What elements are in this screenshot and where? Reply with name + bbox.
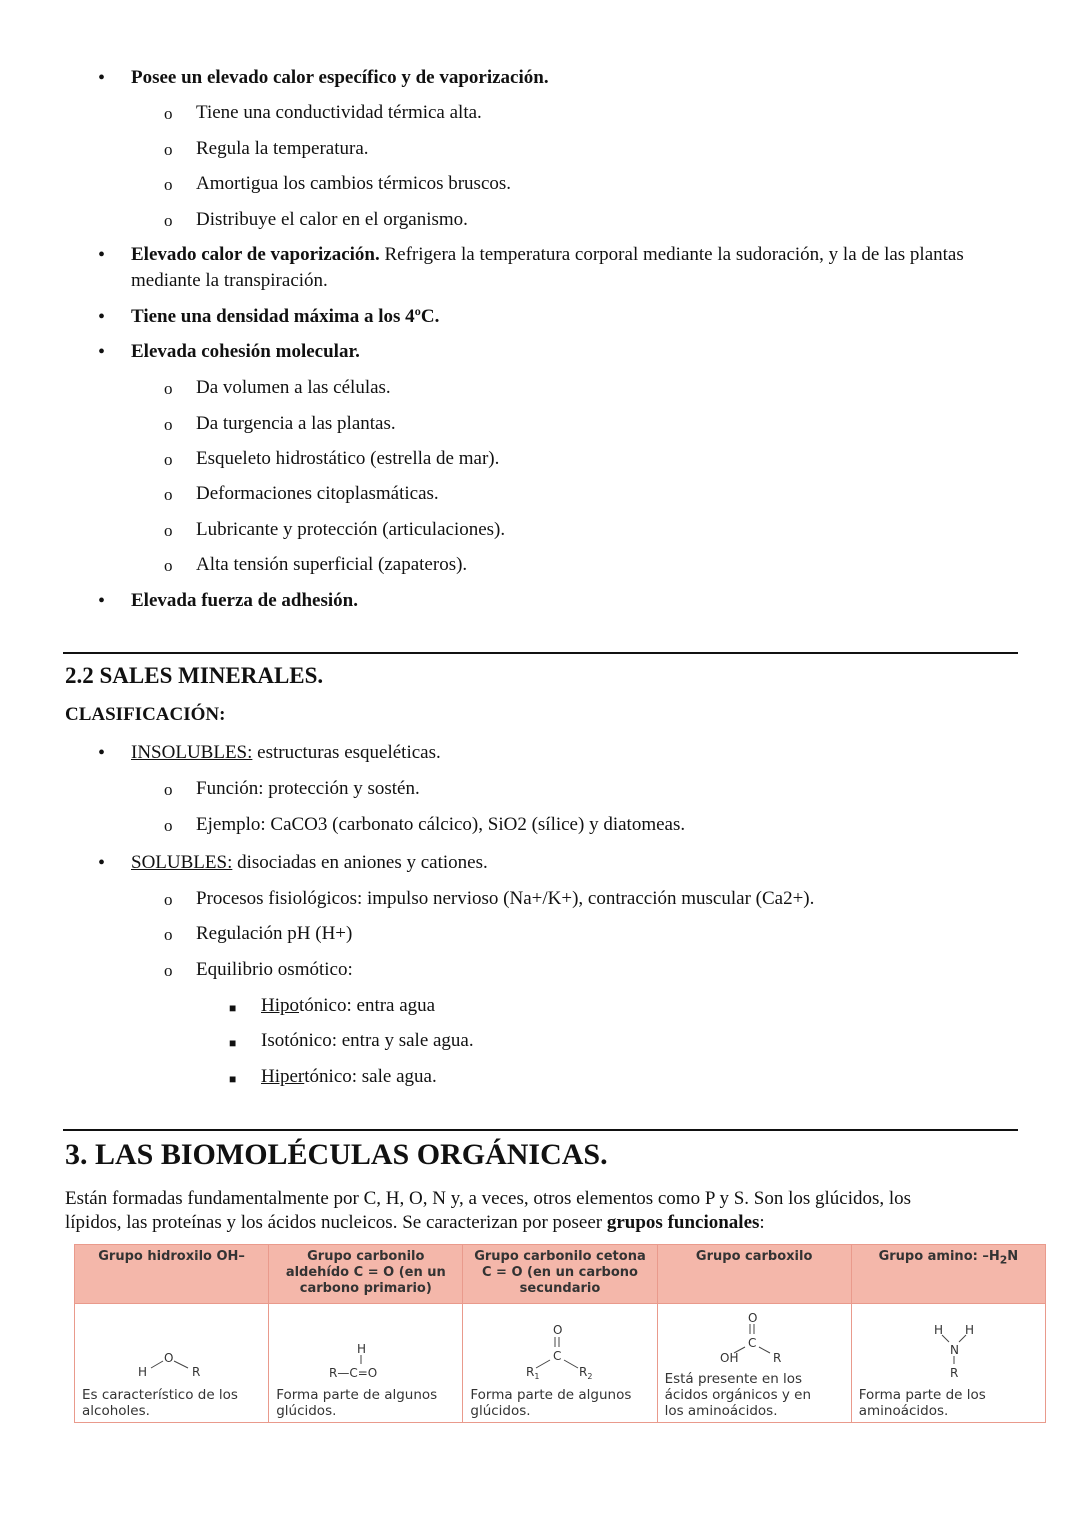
bullet-circle: o [164, 175, 173, 194]
section-divider [63, 1129, 1018, 1131]
list-item: Tiene una densidad máxima a los 4ºC. [131, 306, 440, 327]
list-item: Elevado calor de vaporización. Refrigera la temperatura corporal mediante la sudoración, y la de las plantas [131, 244, 964, 265]
cell-caption: Está presente en los ácidos orgánicos y en los aminoácidos. [664, 1371, 812, 1419]
svg-text:R2: $R_2$ [579, 1365, 593, 1381]
list-item: Elevada cohesión molecular. [131, 341, 360, 362]
cell-caption: Forma parte de algunos glúcidos. [276, 1387, 438, 1419]
cell-hydroxyl [75, 1304, 269, 1423]
list-item: Deformaciones citoplasmáticas. [196, 483, 439, 504]
bullet-circle: o [164, 816, 173, 835]
bullet-circle: o [164, 379, 173, 398]
bullet-square: ■ [229, 1001, 237, 1015]
subheading: CLASIFICACIÓN: [65, 704, 226, 725]
atom-label: R [949, 1366, 959, 1380]
bullet-circle: o [164, 211, 173, 230]
list-item: Distribuye el calor en el organismo. [196, 209, 468, 230]
atom-label: H [138, 1365, 148, 1379]
bullet-dot: • [98, 341, 106, 363]
list-item-continuation: mediante la transpiración. [131, 270, 328, 291]
cell-aldehyde [269, 1304, 463, 1423]
bullet-dot: • [98, 67, 106, 89]
list-item: Da turgencia a las plantas. [196, 413, 396, 434]
list-item: Regulación pH (H+) [196, 923, 353, 944]
section-divider [63, 652, 1018, 654]
atom-label: C [553, 1349, 562, 1363]
atom-label: R [526, 1365, 535, 1379]
list-item: Hipertónico: sale agua. [261, 1066, 437, 1087]
bullet-circle: o [164, 485, 173, 504]
list-item: Ejemplo: CaCO3 (carbonato cálcico), SiO2 (sílice) y diatomeas. [196, 814, 686, 835]
atom-label: OH [719, 1351, 739, 1365]
bullet-circle: o [164, 521, 173, 540]
list-item: Procesos fisiológicos: impulso nervioso (Na+/K+), contracción muscular (Ca2+). [196, 888, 815, 909]
bullet-dot: • [98, 590, 106, 612]
section-heading: 3. LAS BIOMOLÉCULAS ORGÁNICAS. [65, 1138, 608, 1171]
list-item: Función: protección y sostén. [196, 778, 420, 799]
bullet-circle: o [164, 780, 173, 799]
list-item: Alta tensión superficial (zapateros). [196, 554, 468, 575]
bullet-circle: o [164, 450, 173, 469]
cell-caption: Es característico de los alcoholes. [82, 1387, 238, 1419]
list-item: Isotónico: entra y sale agua. [261, 1030, 474, 1051]
bullet-circle: o [164, 140, 173, 159]
atom-label: H [964, 1323, 974, 1337]
section-heading: 2.2 SALES MINERALES. [65, 663, 324, 688]
table-body-row [75, 1304, 1046, 1423]
list-item: SOLUBLES: disociadas en aniones y cationes. [131, 852, 488, 873]
list-item: Posee un elevado calor específico y de vaporización. [131, 67, 549, 88]
bullet-circle: o [164, 104, 173, 123]
atom-label: R [772, 1351, 781, 1365]
list-item: Elevada fuerza de adhesión. [131, 590, 358, 611]
list-item: Equilibrio osmótico: [196, 959, 353, 980]
bullet-dot: • [98, 742, 106, 764]
header-ketone: Grupo carbonilo cetona C = O (en un carbono secundario [463, 1245, 657, 1304]
atom-label: C [747, 1336, 756, 1350]
list-item: Esqueleto hidrostático (estrella de mar). [196, 448, 500, 469]
bullet-circle: o [164, 890, 173, 909]
cell-amino [851, 1304, 1045, 1423]
cell-caption: Forma parte de los aminoácidos. [858, 1387, 986, 1419]
list-item: Amortigua los cambios térmicos bruscos. [196, 173, 512, 194]
svg-text:R1: $R_1$ [526, 1365, 540, 1381]
list-item: Regula la temperatura. [196, 138, 369, 159]
list-item: Lubricante y protección (articulaciones). [196, 519, 506, 540]
atom-label: O [164, 1351, 174, 1365]
atom-label: N [949, 1343, 959, 1357]
bullet-square: ■ [229, 1072, 237, 1086]
atom-label: R [192, 1365, 201, 1379]
atom-label: H [357, 1342, 367, 1356]
list-item: Tiene una conductividad térmica alta. [196, 102, 482, 123]
list-item: Da volumen a las células. [196, 377, 391, 398]
header-carboxyl: Grupo carboxilo [657, 1245, 851, 1304]
bullet-circle: o [164, 925, 173, 944]
functional-groups-table [74, 1244, 1046, 1423]
header-aldehyde: Grupo carbonilo aldehído C = O (en un carbono primario) [269, 1245, 463, 1304]
header-hydroxyl: Grupo hidroxilo OH– [75, 1245, 269, 1304]
atom-label: O [747, 1311, 758, 1325]
bullet-circle: o [164, 961, 173, 980]
bullet-dot: • [98, 852, 106, 874]
paragraph: Están formadas fundamentalmente por C, H, O, N y, a veces, otros elementos como P y S. Son los glúcidos, los lípidos, las proteínas y los ácidos nucleicos. Se caracterizan por poseer grupos funcionales: [65, 1188, 912, 1233]
atom-label: R—C=O [329, 1366, 378, 1380]
bullet-dot: • [98, 306, 106, 328]
atom-label: R [579, 1365, 588, 1379]
atom-label: O [553, 1323, 563, 1337]
bullet-square: ■ [229, 1036, 237, 1050]
header-amino: Grupo amino: $-H_2N$ [851, 1245, 1045, 1304]
list-item: Hipotónico: entra agua [261, 995, 436, 1016]
bullet-circle: o [164, 556, 173, 575]
cell-caption: Forma parte de algunos glúcidos. [470, 1387, 632, 1419]
cell-ketone [463, 1304, 657, 1423]
bullet-dot: • [98, 244, 106, 266]
list-item: INSOLUBLES: estructuras esqueléticas. [131, 742, 441, 763]
atom-label: H [933, 1323, 943, 1337]
table-header-row [75, 1245, 1046, 1304]
cell-carboxyl [657, 1304, 851, 1423]
bullet-circle: o [164, 415, 173, 434]
